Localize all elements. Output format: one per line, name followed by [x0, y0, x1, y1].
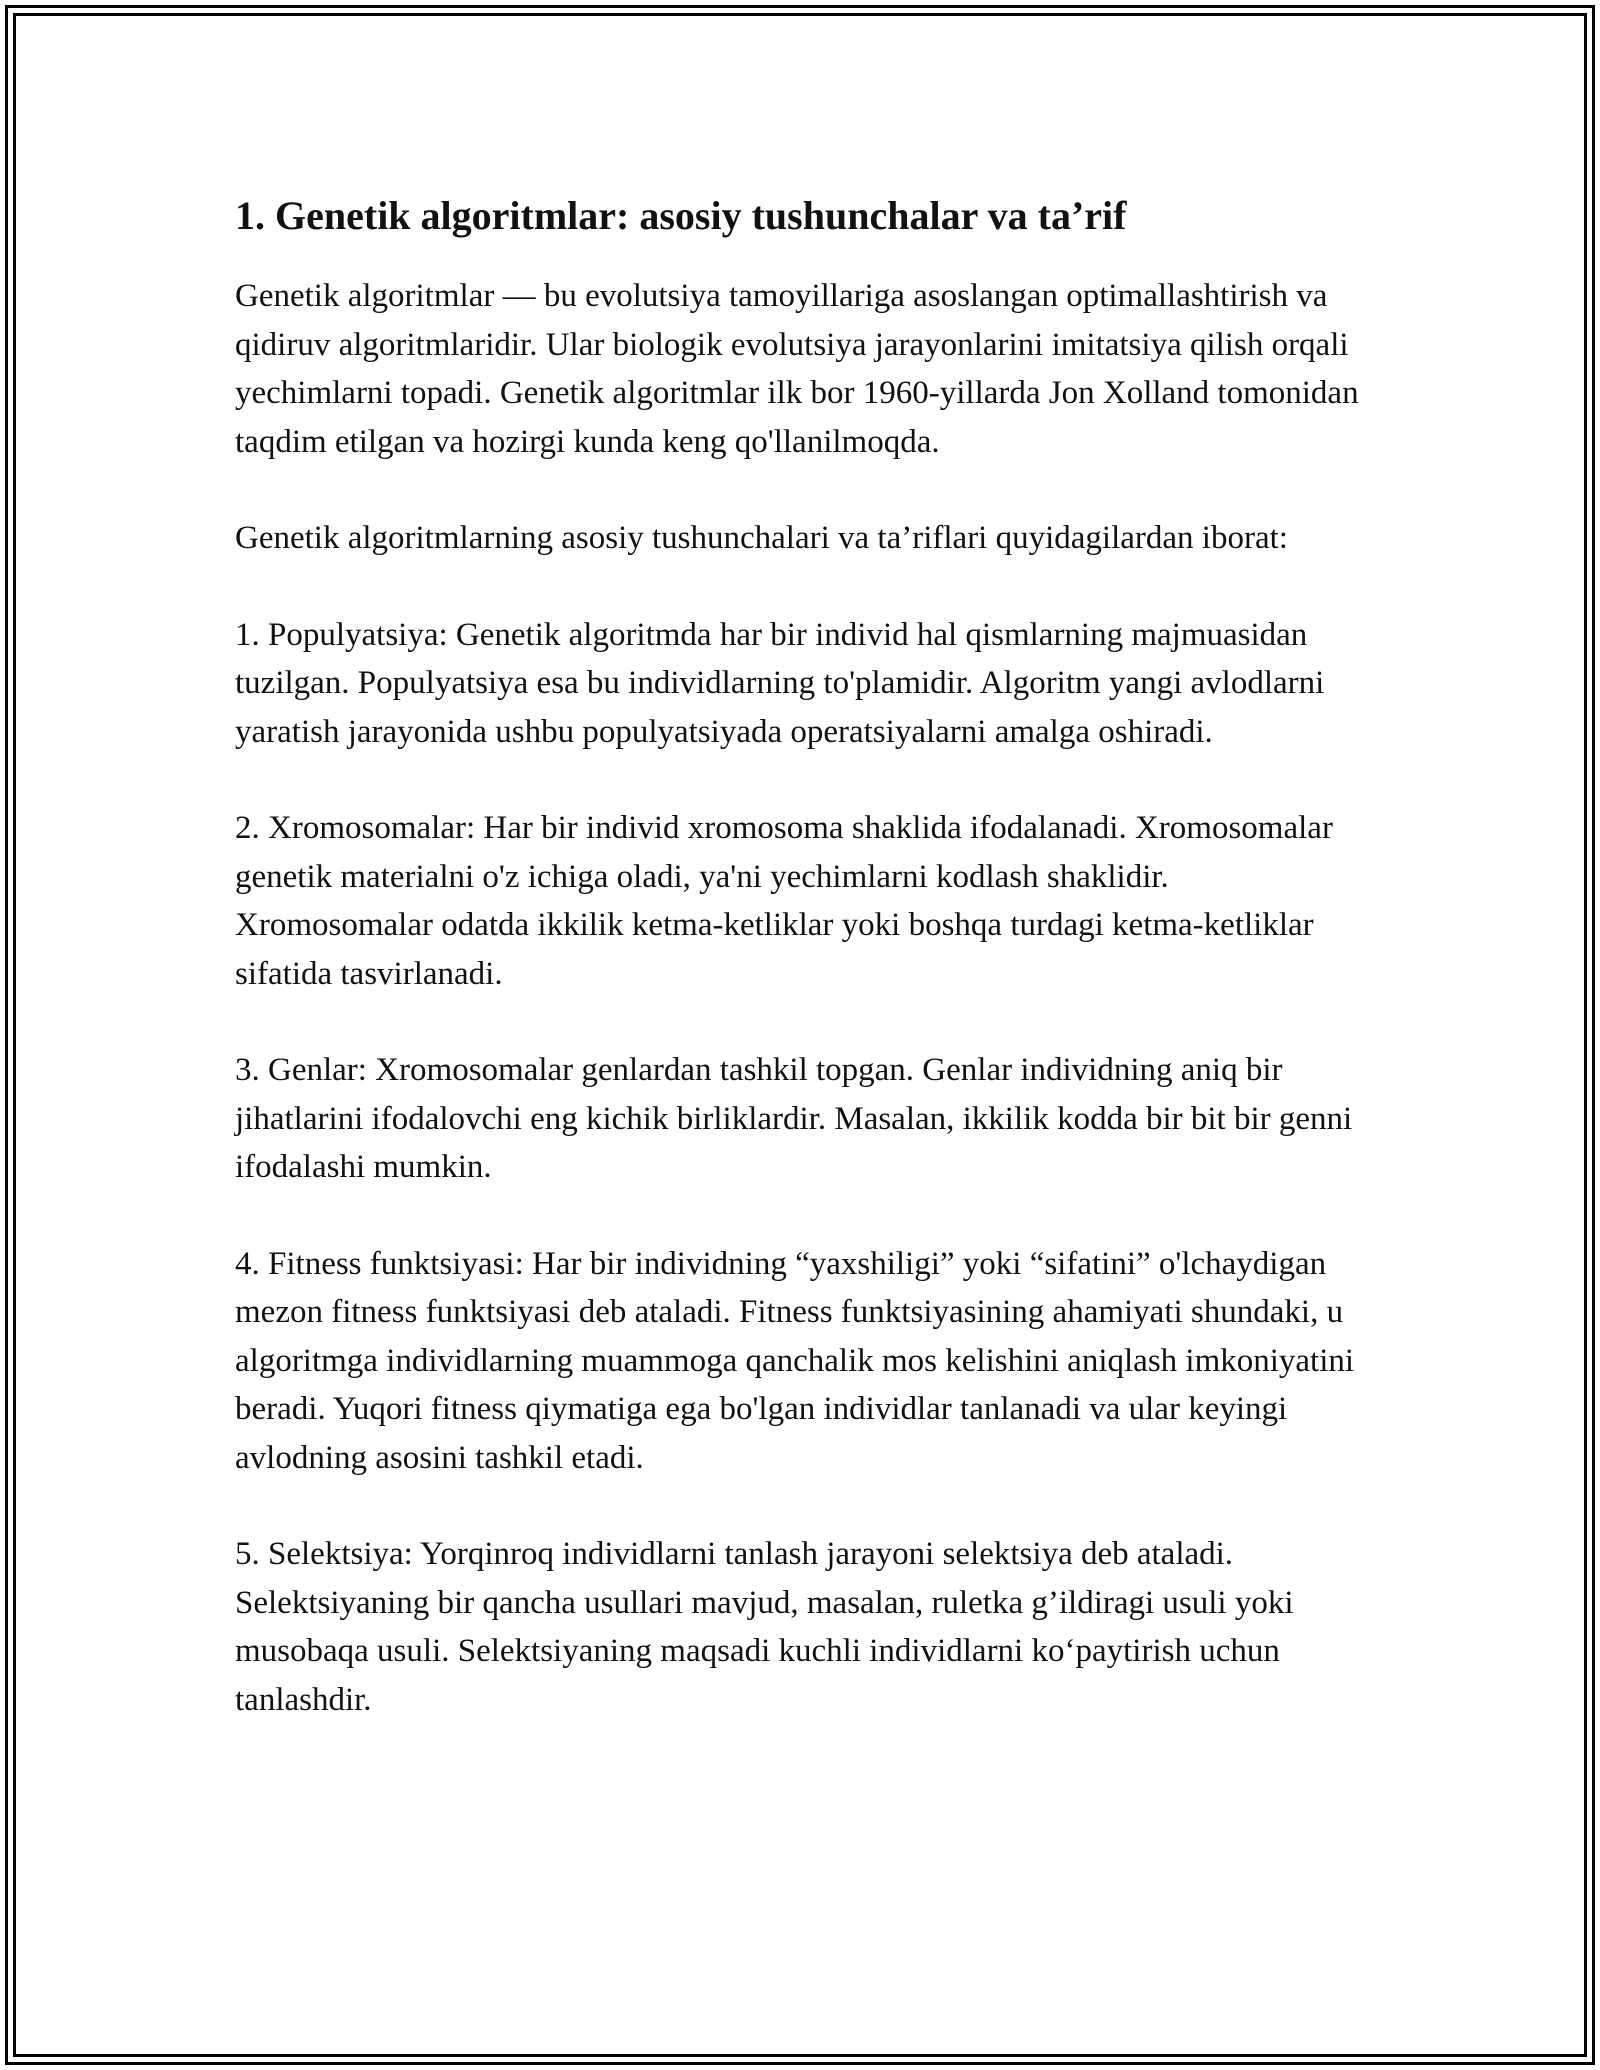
intro-paragraph: Genetik algoritmlar — bu evolutsiya tamoyillariga asoslangan optimallashtirish va qidiruv algoritmlaridir. Ular biologik evolutsiya jarayonlarini imitatsiya qilish orqali yechimlarni topadi. Genetik algoritmlar ilk bor 1960-yillarda Jon Xolland tomonidan taqdim etilgan va hozirgi kunda keng qo'llanilmoqda.	[235, 278, 1359, 460]
item-fitness-funktsiyasi: 4. Fitness funktsiyasi: Har bir individning “yaxshiligi” yoki “sifatini” o'lchaydigan mezon fitness funktsiyasi deb ataladi. Fitness funktsiyasining ahamiyati shundaki, u algoritmga individlarning muammoga qanchalik mos kelishini aniqlash imkoniyatini beradi. Yuqori fitness qiymatiga ega bo'lgan individlar tanlanadi va ular keyingi avlodning asosini tashkil etadi.	[235, 1245, 1355, 1476]
list-intro-paragraph: Genetik algoritmlarning asosiy tushunchalari va ta’riflari quyidagilardan iborat:	[235, 520, 1288, 556]
document-body	[235, 186, 1370, 1772]
item-populyatsiya: 1. Populyatsiya: Genetik algoritmda har bir individ hal qismlarning majmuasidan tuzilgan. Populyatsiya esa bu individlarning to'plamidir. Algoritm yangi avlodlarni yaratish jarayonida ushbu populyatsiyada operatsiyalarni amalga oshiradi.	[235, 616, 1325, 750]
item-selektsiya: 5. Selektsiya: Yorqinroq individlarni tanlash jarayoni selektsiya deb ataladi. Selektsiyaning bir qancha usullari mavjud, masalan, ruletka g’ildiragi usuli yoki musobaqa usuli. Selektsiyaning maqsadi kuchli individlarni ko‘paytirish uchun tanlashdir.	[235, 1536, 1294, 1718]
item-genlar: 3. Genlar: Xromosomalar genlardan tashkil topgan. Genlar individning aniq bir jihatlarini ifodalovchi eng kichik birliklardir. Masalan, ikkilik kodda bir bit bir genni ifodalashi mumkin.	[235, 1052, 1353, 1185]
item-xromosomalar: 2. Xromosomalar: Har bir individ xromosoma shaklida ifodalanadi. Xromosomalar genetik materialni o'z ichiga oladi, ya'ni yechimlarni kodlash shaklidir. Xromosomalar odatda ikkilik ketma-ketliklar yoki boshqa turdagi ketma-ketliklar sifatida tasvirlanadi.	[235, 810, 1333, 992]
section-heading: 1. Genetik algoritmlar: asosiy tushunchalar va ta’rif	[235, 193, 1127, 238]
